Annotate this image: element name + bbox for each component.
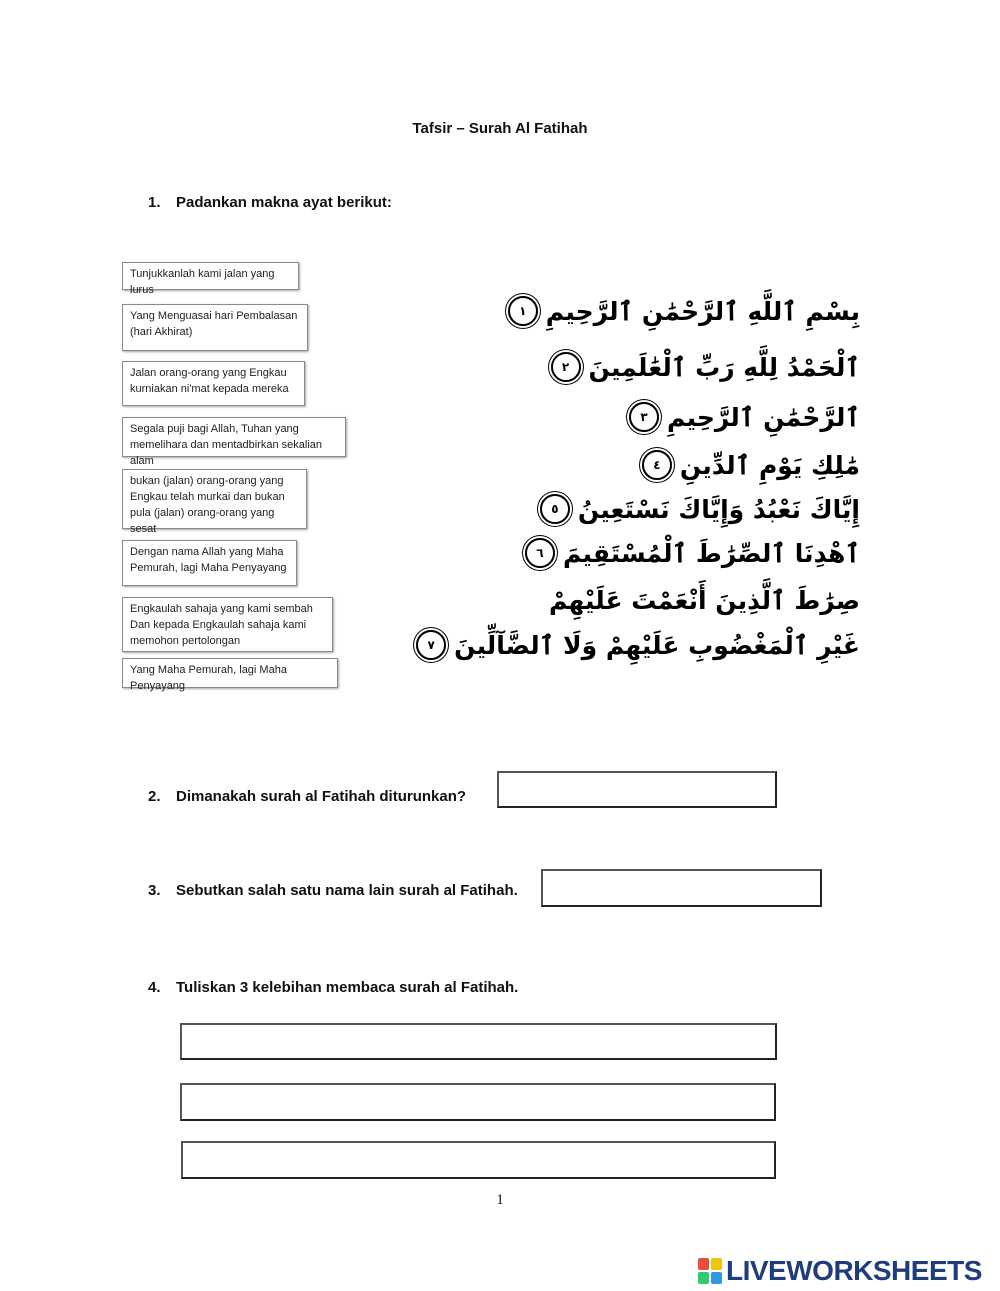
ayah-2	[551, 352, 860, 382]
ayah-text: بِسْمِ ٱللَّهِ ٱلرَّحْمَٰنِ ٱلرَّحِيمِ	[545, 296, 860, 326]
answer-box-q4-3[interactable]	[181, 1141, 776, 1179]
question-1	[148, 194, 392, 211]
ayah-marker-icon: ٤	[642, 450, 672, 480]
fatihah-verses	[427, 290, 860, 670]
meaning-card-3[interactable]: Jalan orang-orang yang Engkau kurniakan ni'mat kepada mereka	[122, 361, 305, 406]
question-number: 3.	[148, 882, 161, 899]
meaning-card-5[interactable]: bukan (jalan) orang-orang yang Engkau telah murkai dan bukan pula (jalan) orang-orang yang sesat	[122, 469, 307, 529]
question-2	[148, 788, 466, 805]
brand-mark-icon	[698, 1258, 722, 1284]
question-number: 4.	[148, 979, 161, 996]
brand-name: LIVEWORKSHEETS	[726, 1255, 982, 1286]
meaning-card-6[interactable]: Dengan nama Allah yang Maha Pemurah, lagi Maha Penyayang	[122, 540, 297, 586]
ayah-6	[525, 538, 860, 568]
ayah-text: ٱلْحَمْدُ لِلَّهِ رَبِّ ٱلْعَٰلَمِينَ	[588, 352, 860, 382]
page-title: Tafsir – Surah Al Fatihah	[412, 120, 588, 137]
ayah-marker-icon: ٣	[629, 402, 659, 432]
brand-square	[698, 1272, 709, 1284]
ayah-7b	[416, 630, 860, 660]
question-text: Dimanakah surah al Fatihah diturunkan?	[176, 788, 467, 805]
answer-box-q4-1[interactable]	[180, 1023, 777, 1060]
ayah-text: غَيْرِ ٱلْمَغْضُوبِ عَلَيْهِمْ وَلَا ٱلضَّآلِّينَ	[454, 630, 860, 660]
question-text: Tuliskan 3 kelebihan membaca surah al Fatihah.	[176, 979, 519, 996]
ayah-marker-icon: ٧	[416, 630, 446, 660]
ayah-text: إِيَّاكَ نَعْبُدُ وَإِيَّاكَ نَسْتَعِينُ	[577, 494, 860, 524]
brand-square	[711, 1258, 722, 1270]
brand-logo[interactable]	[698, 1255, 982, 1287]
ayah-text: ٱلرَّحْمَٰنِ ٱلرَّحِيمِ	[667, 402, 860, 432]
ayah-4	[642, 450, 860, 480]
meaning-card-8[interactable]: Yang Maha Pemurah, lagi Maha Penyayang	[122, 658, 338, 688]
answer-box-q4-2[interactable]	[180, 1083, 776, 1121]
ayah-3	[629, 402, 860, 432]
page-number: 1	[496, 1192, 504, 1208]
ayah-text: ٱهْدِنَا ٱلصِّرَٰطَ ٱلْمُسْتَقِيمَ	[562, 538, 860, 568]
question-4	[148, 979, 518, 996]
answer-box-q2[interactable]	[497, 771, 777, 808]
answer-box-q3[interactable]	[541, 869, 822, 907]
question-number: 1.	[148, 194, 161, 211]
meaning-card-7[interactable]: Engkaulah sahaja yang kami sembah Dan kepada Engkaulah sahaja kami memohon pertolongan	[122, 597, 333, 652]
ayah-marker-icon: ٥	[540, 494, 570, 524]
ayah-1	[508, 296, 860, 326]
question-number: 2.	[148, 788, 161, 805]
meaning-card-4[interactable]: Segala puji bagi Allah, Tuhan yang memelihara dan mentadbirkan sekalian alam	[122, 417, 346, 457]
brand-square	[698, 1258, 709, 1270]
ayah-5	[540, 494, 860, 524]
brand-square	[711, 1272, 722, 1284]
question-text: Padankan makna ayat berikut:	[176, 194, 392, 211]
meaning-card-1[interactable]: Tunjukkanlah kami jalan yang lurus	[122, 262, 299, 290]
ayah-text: مَٰلِكِ يَوْمِ ٱلدِّينِ	[679, 450, 860, 480]
ayah-text: صِرَٰطَ ٱلَّذِينَ أَنْعَمْتَ عَلَيْهِمْ	[548, 586, 860, 615]
ayah-marker-icon: ٦	[525, 538, 555, 568]
question-3	[148, 882, 518, 899]
meaning-card-2[interactable]: Yang Menguasai hari Pembalasan (hari Akhirat)	[122, 304, 308, 351]
question-text: Sebutkan salah satu nama lain surah al Fatihah.	[176, 882, 518, 899]
ayah-7a	[549, 586, 860, 615]
ayah-marker-icon: ٢	[551, 352, 581, 382]
ayah-marker-icon: ١	[508, 296, 538, 326]
